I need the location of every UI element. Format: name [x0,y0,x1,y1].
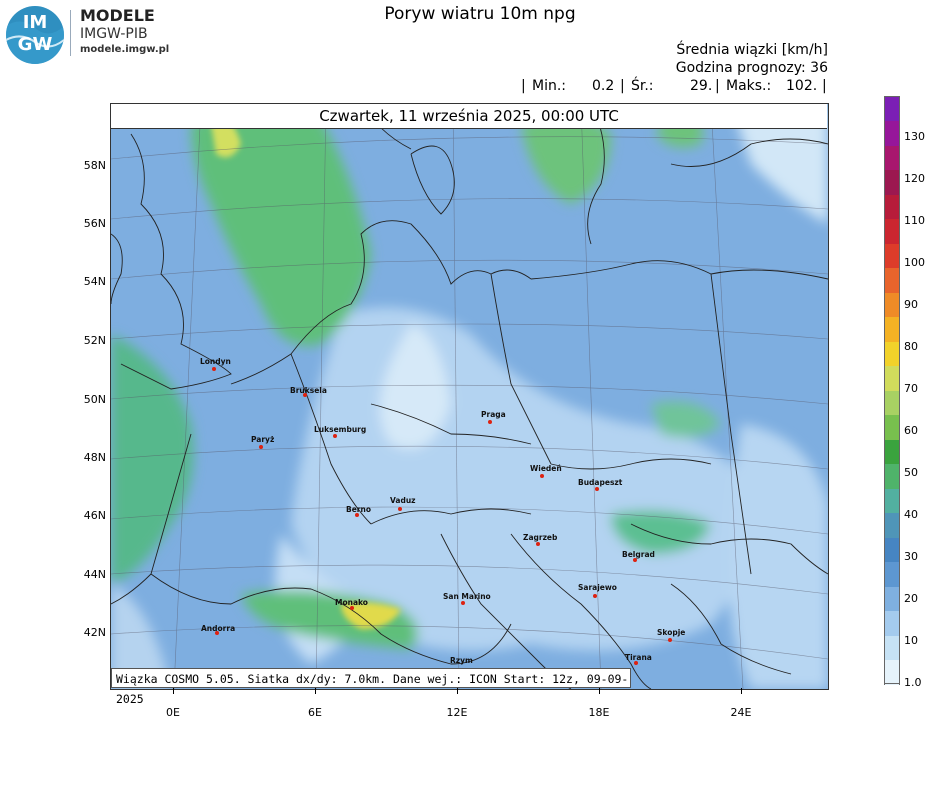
city-label: Paryż [251,435,275,444]
city-marker [461,601,465,605]
city-label: Andorra [201,624,236,633]
lon-tick [457,688,458,694]
lon-tick [599,688,600,694]
colorbar-label: 90 [904,298,918,311]
city-marker [593,594,597,598]
city-marker [595,487,599,491]
valid-time-title: Czwartek, 11 września 2025, 00:00 UTC [111,104,827,129]
ensemble-mean-label: Średnia wiązki [km/h] [676,42,828,58]
colorbar-label: 120 [904,172,925,185]
city-marker [212,367,216,371]
logo-divider [70,10,71,56]
city-label: San Marino [443,592,491,601]
stats-min-label: Min.: [532,78,567,94]
city-marker [333,434,337,438]
lat-label: 56N [83,217,106,230]
lon-label: 0E [166,706,180,719]
city-marker [536,542,540,546]
city-label: Londyn [200,357,231,366]
stats-sep: | [822,78,827,94]
city-label: Rzym [450,656,473,665]
stats-avg-label: Śr.: [631,78,654,94]
colorbar-label: 110 [904,214,925,227]
forecast-map[interactable] [110,103,829,690]
colorbar-label: 130 [904,130,925,143]
stats-min-value: 0.2 [592,78,615,94]
imgw-logo [6,6,64,64]
city-label: Zagrzeb [523,533,558,542]
logo-text-top: IM [22,12,48,33]
colorbar-frame [884,96,900,684]
chart-title: Poryw wiatru 10m npg [384,4,576,24]
model-info-footer: Wiązka COSMO 5.05. Siatka dx/dy: 7.0km. Dane wej.: ICON Start: 12z, 09-09-2025 [111,668,631,688]
lat-label: 46N [83,509,106,522]
stats-sep: | [620,78,625,94]
city-label: Monako [335,598,368,607]
colorbar-label: 50 [904,466,918,479]
city-marker [259,445,263,449]
city-marker [668,638,672,642]
brand-url[interactable]: modele.imgw.pl [80,44,170,55]
stats-max-value: 102. [786,78,818,94]
lon-tick [315,688,316,694]
stats-sep: | [521,78,526,94]
lon-tick [173,688,174,694]
city-label: Budapeszt [578,478,623,487]
lon-tick [741,688,742,694]
brand-org: IMGW-PIB [80,26,148,42]
lat-label: 42N [83,626,106,639]
lat-label: 54N [83,275,106,288]
wind-gust-field [111,104,828,689]
colorbar-label: 20 [904,592,918,605]
stats-sep: | [715,78,720,94]
forecast-hour-label: Godzina prognozy: 36 [675,60,828,76]
stats-avg-value: 29. [690,78,713,94]
city-marker [398,507,402,511]
colorbar-label: 60 [904,424,918,437]
lon-label: 24E [730,706,752,719]
colorbar-label: 40 [904,508,918,521]
city-marker [488,420,492,424]
city-label: Luksemburg [314,425,367,434]
lat-label: 50N [83,393,106,406]
city-label: Bruksela [290,386,327,395]
city-label: Sarajewo [578,583,617,592]
city-label: Berno [346,505,371,514]
brand-name: MODELE [80,6,155,25]
city-label: Wiedeń [530,464,562,473]
city-label: Praga [481,410,506,419]
city-label: Vaduz [390,496,416,505]
colorbar-label: 100 [904,256,925,269]
lat-label: 52N [83,334,106,347]
colorbar-label: 80 [904,340,918,353]
lat-label: 44N [83,568,106,581]
lon-label: 6E [308,706,322,719]
city-label: Skopje [657,628,686,637]
lon-label: 18E [588,706,610,719]
lat-label: 58N [83,159,106,172]
city-label: Belgrad [622,550,655,559]
colorbar-label: 70 [904,382,918,395]
colorbar-label: 30 [904,550,918,563]
logo-text-bottom: GW [17,34,53,55]
colorbar-label: 10 [904,634,918,647]
city-marker [540,474,544,478]
lat-label: 48N [83,451,106,464]
colorbar-label: 1.0 [904,676,922,689]
stats-max-label: Maks.: [726,78,772,94]
lon-label: 12E [446,706,468,719]
city-label: Tirana [625,653,652,662]
